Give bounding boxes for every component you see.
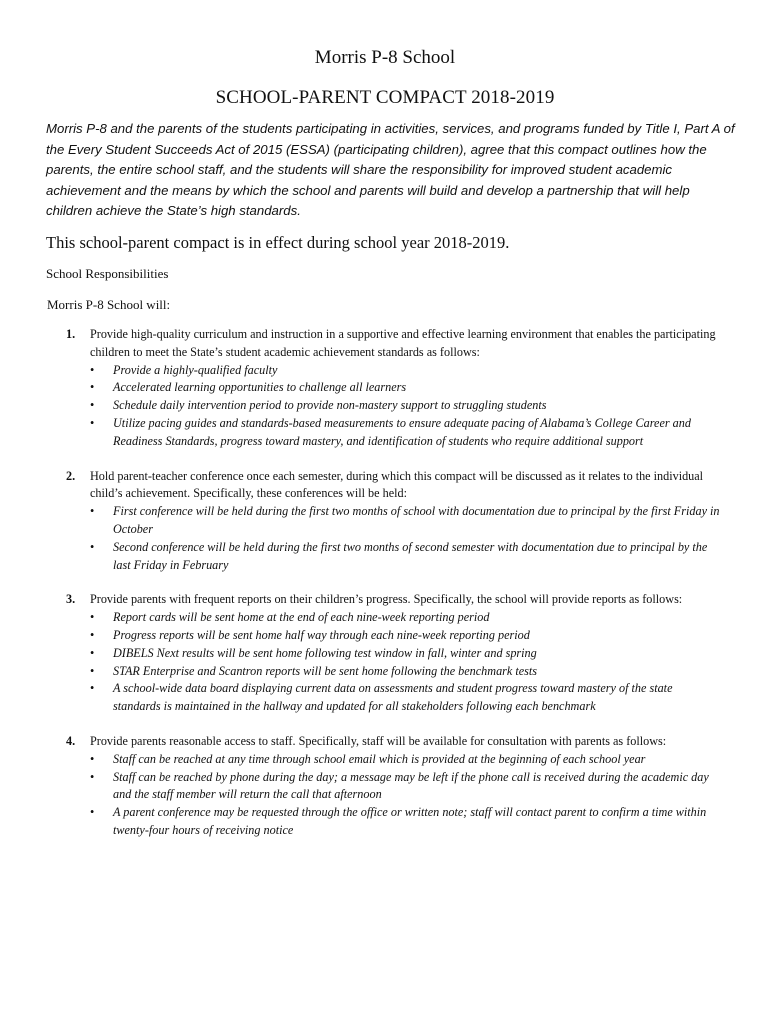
item-text: Provide high-quality curriculum and instruction in a supportive and effective learning environment that enables the participating children to meet the State’s student academic achievement standards as follows:: [90, 327, 716, 359]
intro-paragraph: Morris P-8 and the parents of the students participating in activities, services, and programs funded by Title I, Part A of the Every Student Succeeds Act of 2015 (ESSA) (participating children), agree that this compact outlines how the parents, the entire school staff, and the students will share the responsibility for improved student academic achievement and the means by which the school and parents will build and develop a partnership that will help children achieve the State’s high standards.: [46, 121, 735, 218]
bullet-item: [90, 663, 720, 681]
item-number: 3.: [66, 592, 76, 607]
bullet-icon: •: [90, 645, 95, 660]
responsibility-item: [0, 591, 720, 716]
bullet-list: [90, 362, 720, 451]
bullet-icon: •: [90, 539, 95, 554]
bullet-item: [90, 362, 720, 380]
compact-title: SCHOOL-PARENT COMPACT 2018-2019: [215, 87, 555, 108]
bullet-item: [90, 609, 720, 627]
bullet-item: [90, 645, 720, 663]
bullet-list: [90, 751, 720, 840]
bullet-item: [90, 397, 720, 415]
bullet-icon: •: [90, 380, 95, 395]
school-will-heading: Morris P-8 School will:: [47, 297, 171, 312]
responsibility-item: [0, 468, 720, 575]
bullet-list: [90, 609, 720, 716]
item-text: Hold parent-teacher conference once each semester, during which this compact will be discussed as it relates to the individual child’s achievement. Specifically, these conferences will be held:: [90, 468, 704, 501]
bullet-icon: •: [90, 398, 95, 413]
bullet-text: Schedule daily intervention period to provide non-mastery support to struggling students: [113, 398, 547, 413]
bullet-icon: •: [90, 769, 95, 784]
bullet-icon: •: [90, 805, 95, 820]
bullet-text: First conference will be held during the first two months of school with documentation due to principal by the first Friday in October: [113, 504, 720, 536]
school-title: Morris P-8 School: [314, 47, 456, 68]
bullet-icon: •: [90, 681, 95, 696]
item-number: 4.: [66, 733, 76, 748]
bullet-text: Accelerated learning opportunities to challenge all learners: [113, 380, 407, 395]
bullet-text: Second conference will be held during the first two months of second semester with documentation due to principal by the last Friday in February: [113, 539, 708, 572]
bullet-item: [90, 539, 720, 575]
bullet-item: [90, 769, 720, 805]
bullet-icon: •: [90, 504, 95, 519]
item-number: 2.: [66, 468, 76, 483]
item-text: Provide parents reasonable access to staff. Specifically, staff will be available for consultation with parents as follows:: [90, 733, 667, 748]
responsibility-item: [0, 733, 720, 840]
bullet-text: Staff can be reached at any time through school email which is provided at the beginning of each school year: [113, 751, 646, 766]
bullet-icon: •: [90, 663, 95, 678]
bullet-item: [90, 680, 720, 716]
item-number: 1.: [66, 327, 76, 341]
bullet-item: [90, 379, 720, 397]
section-heading: School Responsibilities: [46, 266, 169, 281]
responsibility-item: [0, 326, 720, 451]
item-text: Provide parents with frequent reports on their children’s progress. Specifically, the school will provide reports as follows:: [90, 592, 683, 607]
bullet-icon: •: [90, 751, 95, 766]
bullet-icon: •: [90, 362, 95, 377]
bullet-text: Progress reports will be sent home half way through each nine-week reporting period: [113, 627, 530, 642]
bullet-item: [90, 503, 720, 539]
bullet-item: [90, 415, 720, 451]
bullet-icon: •: [90, 415, 95, 430]
bullet-text: Provide a highly-qualified faculty: [113, 362, 278, 377]
bullet-text: Report cards will be sent home at the end of each nine-week reporting period: [113, 610, 490, 625]
bullet-text: DIBELS Next results will be sent home following test window in fall, winter and spring: [113, 645, 537, 660]
bullet-item: [90, 804, 720, 840]
bullet-text: Utilize pacing guides and standards-based measurements to ensure adequate pacing of Alabama’s College Career and Readiness Standards, progress toward mastery, and identification of students who require additional support: [113, 415, 691, 448]
bullet-text: A parent conference may be requested through the office or written note; staff will contact parent to confirm a time within twenty-four hours of receiving notice: [113, 805, 707, 837]
effect-statement: This school-parent compact is in effect during school year 2018-2019.: [46, 233, 510, 252]
bullet-text: A school-wide data board displaying current data on assessments and student progress toward mastery of the state standards is maintained in the hallway and updated for all stakeholders following each benchmark: [113, 681, 673, 714]
bullet-item: [90, 627, 720, 645]
bullet-item: [90, 751, 720, 769]
responsibilities-list: [0, 326, 770, 857]
bullet-text: STAR Enterprise and Scantron reports will be sent home following the benchmark tests: [113, 663, 538, 678]
bullet-icon: •: [90, 610, 95, 625]
bullet-text: Staff can be reached by phone during the day; a message may be left if the phone call is received during the academic day and the staff member will return the call that afternoon: [113, 769, 709, 802]
bullet-icon: •: [90, 627, 95, 642]
bullet-list: [90, 503, 720, 574]
